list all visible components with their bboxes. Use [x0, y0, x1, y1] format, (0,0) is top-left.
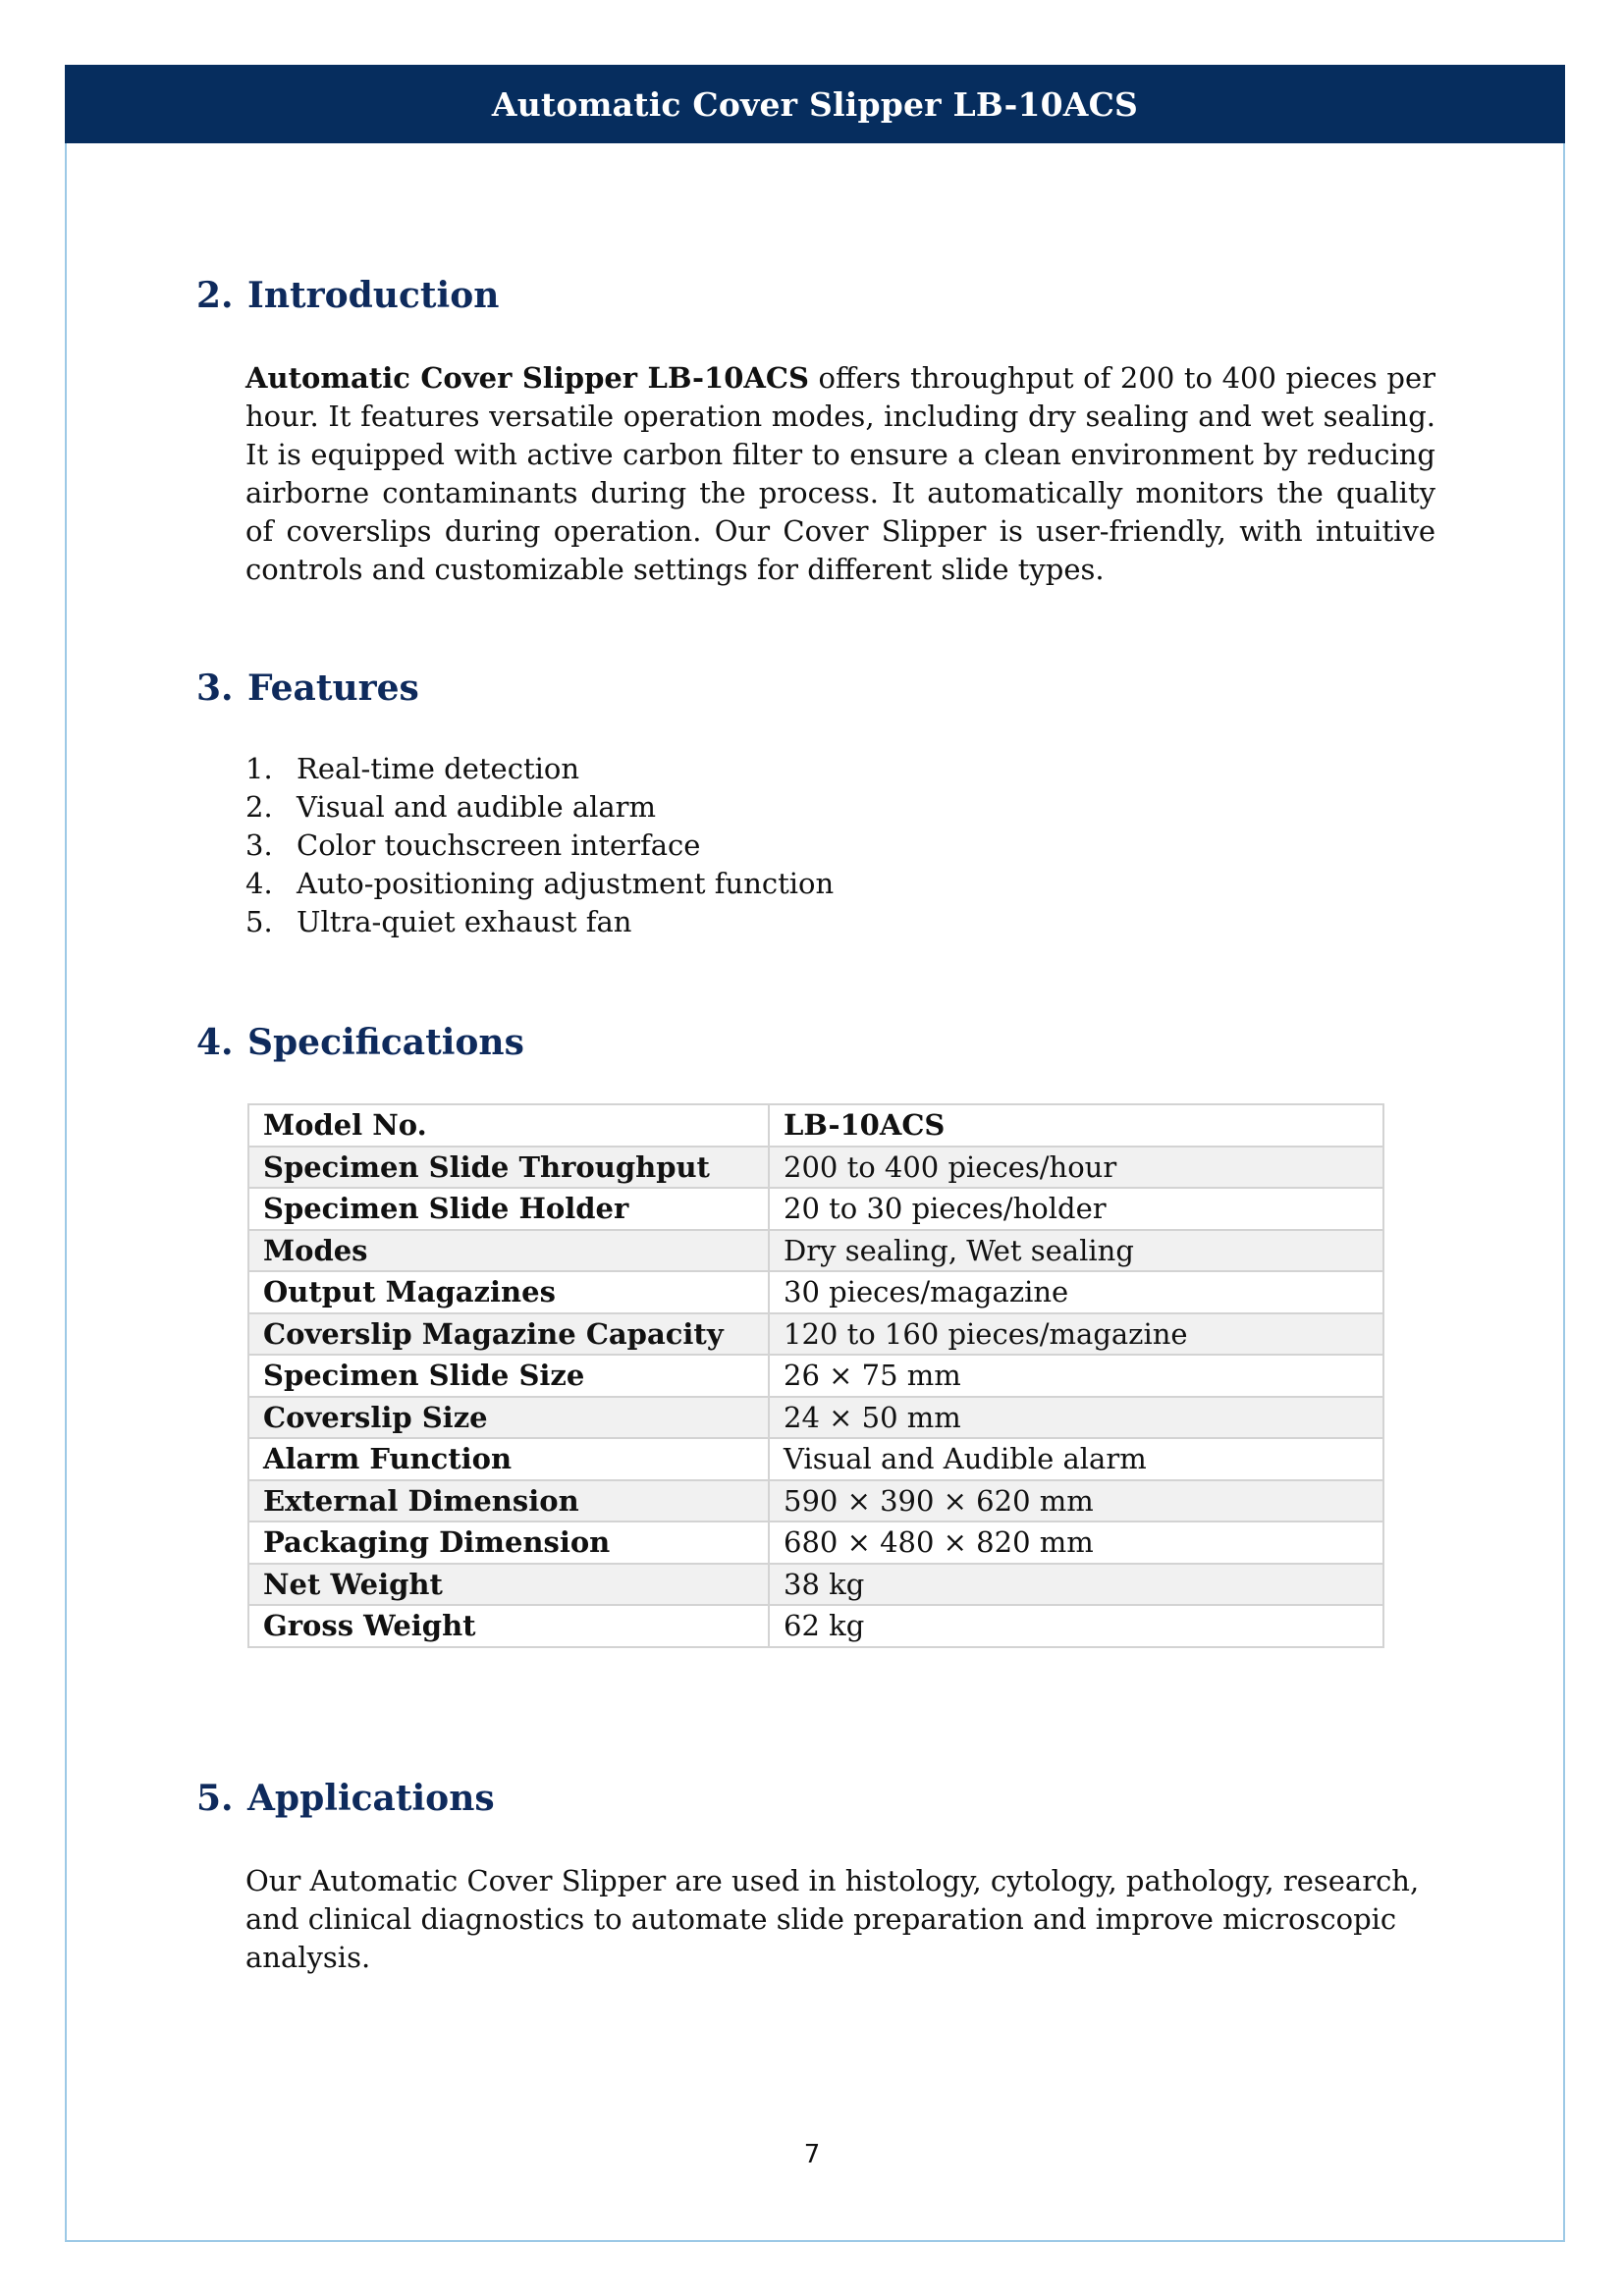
spec-key: Net Weight [248, 1564, 769, 1606]
table-row [248, 1480, 1383, 1522]
table-row [248, 1564, 1383, 1606]
list-item [245, 865, 834, 903]
spec-key: Gross Weight [248, 1605, 769, 1647]
table-row [248, 1438, 1383, 1480]
page-number: 7 [803, 2140, 821, 2169]
spec-value: 38 kg [769, 1564, 1383, 1606]
spec-value: 20 to 30 pieces/holder [769, 1188, 1383, 1230]
list-number: 5. [245, 905, 273, 938]
spec-value: 26 × 75 mm [769, 1355, 1383, 1397]
features-list [245, 750, 834, 941]
section-heading-applications [196, 1778, 495, 1819]
spec-key: Packaging Dimension [248, 1522, 769, 1564]
spec-key: Output Magazines [248, 1271, 769, 1313]
table-row [248, 1355, 1383, 1397]
list-number: 2. [245, 790, 273, 824]
list-text: Real-time detection [297, 752, 580, 785]
table-row [248, 1313, 1383, 1356]
specifications-table [247, 1103, 1384, 1648]
spec-value: 30 pieces/magazine [769, 1271, 1383, 1313]
spec-key: External Dimension [248, 1480, 769, 1522]
introduction-paragraph [245, 359, 1435, 589]
section-title: Specifications [247, 1022, 524, 1063]
section-number: 3. [196, 667, 234, 709]
spec-value: Dry sealing, Wet sealing [769, 1230, 1383, 1272]
spec-value: 24 × 50 mm [769, 1397, 1383, 1439]
spec-key: Coverslip Size [248, 1397, 769, 1439]
list-item [245, 903, 834, 941]
section-number: 2. [196, 275, 234, 316]
spec-value: LB-10ACS [769, 1104, 1383, 1147]
list-text: Visual and audible alarm [297, 790, 657, 824]
list-item [245, 788, 834, 827]
section-title: Applications [247, 1778, 495, 1819]
applications-paragraph: Our Automatic Cover Slipper are used in histology, cytology, pathology, research, and clinical diagnostics to automate slide preparation and improve microscopic analysis. [245, 1864, 1420, 1974]
spec-key: Coverslip Magazine Capacity [248, 1313, 769, 1356]
list-item [245, 827, 834, 865]
table-row [248, 1605, 1383, 1647]
section-title: Features [247, 667, 419, 709]
spec-key: Specimen Slide Throughput [248, 1147, 769, 1189]
spec-value: 200 to 400 pieces/hour [769, 1147, 1383, 1189]
table-row [248, 1522, 1383, 1564]
spec-value: 62 kg [769, 1605, 1383, 1647]
spec-value: 590 × 390 × 620 mm [769, 1480, 1383, 1522]
section-heading-specifications [196, 1022, 524, 1063]
table-row [248, 1271, 1383, 1313]
product-name-bold: Automatic Cover Slipper LB-10ACS [245, 361, 809, 395]
spec-value: 120 to 160 pieces/magazine [769, 1313, 1383, 1356]
table-row [248, 1104, 1383, 1147]
spec-key: Specimen Slide Holder [248, 1188, 769, 1230]
document-header [65, 65, 1565, 143]
spec-key: Model No. [248, 1104, 769, 1147]
introduction-text: offers throughput of 200 to 400 pieces per hour. It features versatile operation modes, including dry sealing and wet sealing. It is equipped with active carbon filter to ensure a clean environment by reducing airborne contaminants during the process. It automatically monitors the quality of coverslips during operation. Our Cover Slipper is user-friendly, with intuitive controls and customizable settings for different slide types. [245, 361, 1436, 586]
table-row [248, 1147, 1383, 1189]
section-title: Introduction [247, 275, 500, 316]
table-row [248, 1230, 1383, 1272]
section-heading-introduction [196, 275, 499, 316]
document-title: Automatic Cover Slipper LB-10ACS [491, 84, 1139, 124]
table-row [248, 1397, 1383, 1439]
list-text: Auto-positioning adjustment function [297, 867, 835, 900]
spec-key: Alarm Function [248, 1438, 769, 1480]
spec-key: Specimen Slide Size [248, 1355, 769, 1397]
spec-value: Visual and Audible alarm [769, 1438, 1383, 1480]
list-text: Color touchscreen interface [297, 828, 701, 862]
section-number: 5. [196, 1778, 234, 1819]
list-item [245, 750, 834, 788]
section-number: 4. [196, 1022, 234, 1063]
section-heading-features [196, 667, 419, 709]
list-text: Ultra-quiet exhaust fan [297, 905, 632, 938]
table-row [248, 1188, 1383, 1230]
spec-value: 680 × 480 × 820 mm [769, 1522, 1383, 1564]
list-number: 1. [245, 752, 273, 785]
spec-key: Modes [248, 1230, 769, 1272]
list-number: 3. [245, 828, 273, 862]
list-number: 4. [245, 867, 273, 900]
